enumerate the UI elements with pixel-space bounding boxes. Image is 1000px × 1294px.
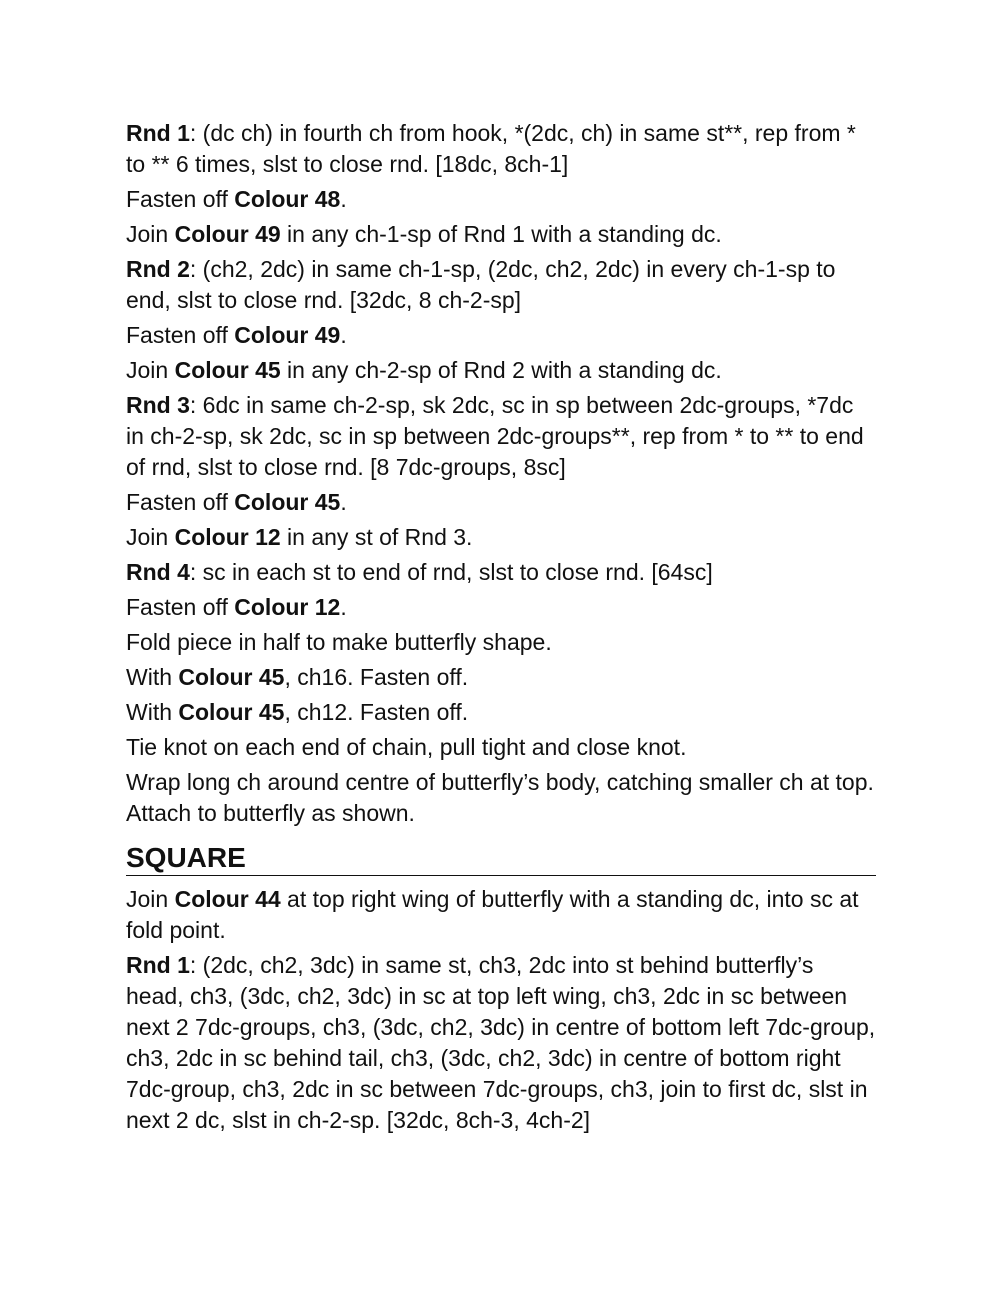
text-run: Wrap long ch around centre of butterfly’s body, catching smaller ch at top. Attach to butterfly as shown. xyxy=(126,769,874,826)
bold-term: Rnd 2 xyxy=(126,256,190,282)
text-run: at top right wing of butterfly with a standing dc, into sc at fold point. xyxy=(126,886,859,943)
text-run: in any ch-1-sp of Rnd 1 with a standing dc. xyxy=(280,221,722,247)
text-run: . xyxy=(340,186,347,212)
bold-term: Colour 44 xyxy=(174,886,281,912)
butterfly-paragraph xyxy=(126,487,876,518)
butterfly-paragraph xyxy=(126,118,876,180)
bold-term: Colour 48 xyxy=(234,186,341,212)
butterfly-paragraph xyxy=(126,390,876,483)
bold-term: Rnd 3 xyxy=(126,392,190,418)
section-heading-square: SQUARE xyxy=(126,841,876,876)
text-run: : 6dc in same ch-2-sp, sk 2dc, sc in sp between 2dc-groups, *7dc in ch-2-sp, sk 2dc, sc in sp between 2dc-groups**, rep from * to ** to end of rnd, slst to close rnd. [8 7dc-groups, 8sc] xyxy=(126,392,864,480)
butterfly-paragraph xyxy=(126,697,876,728)
bold-term: Colour 49 xyxy=(174,221,281,247)
bold-term: Colour 45 xyxy=(178,699,285,725)
text-run: Fasten off xyxy=(126,186,235,212)
square-paragraph xyxy=(126,884,876,946)
butterfly-paragraph xyxy=(126,662,876,693)
text-run: With xyxy=(126,664,179,690)
bold-term: Colour 45 xyxy=(234,489,341,515)
text-run: in any st of Rnd 3. xyxy=(280,524,473,550)
bold-term: Colour 12 xyxy=(174,524,281,550)
text-run: Join xyxy=(126,886,175,912)
text-run: Tie knot on each end of chain, pull tight and close knot. xyxy=(126,734,687,760)
text-run: . xyxy=(340,594,347,620)
butterfly-paragraph xyxy=(126,557,876,588)
text-run: Join xyxy=(126,221,175,247)
butterfly-paragraph xyxy=(126,355,876,386)
bold-term: Rnd 4 xyxy=(126,559,190,585)
square-paragraph xyxy=(126,950,876,1136)
text-run: in any ch-2-sp of Rnd 2 with a standing dc. xyxy=(280,357,722,383)
text-run: : (2dc, ch2, 3dc) in same st, ch3, 2dc into st behind butterfly’s head, ch3, (3dc, ch2, 3dc) in sc at top left wing, ch3, 2dc in sc between next 2 7dc-groups, ch3, (3dc, ch2, 3dc) in centre of bottom left 7dc-group, ch3, 2dc in sc behind tail, ch3, (3dc, ch2, 3dc) in centre of bottom right 7dc-group, ch3, 2dc in sc between 7dc-groups, ch3, join to first dc, slst in next 2 dc, slst in ch-2-sp. [32dc, 8ch-3, 4ch-2] xyxy=(126,952,876,1133)
bold-term: Colour 49 xyxy=(234,322,341,348)
butterfly-paragraph xyxy=(126,254,876,316)
butterfly-paragraph xyxy=(126,732,876,763)
square-section xyxy=(126,841,876,1136)
text-run: : (dc ch) in fourth ch from hook, *(2dc, ch) in same st**, rep from * to ** 6 times, slst to close rnd. [18dc, 8ch-1] xyxy=(126,120,856,177)
butterfly-paragraph xyxy=(126,627,876,658)
bold-term: Colour 45 xyxy=(174,357,281,383)
square-instructions xyxy=(126,884,876,1136)
butterfly-paragraph xyxy=(126,767,876,829)
bold-term: Colour 45 xyxy=(178,664,285,690)
text-run: . xyxy=(340,489,347,515)
text-run: . xyxy=(340,322,347,348)
text-run: With xyxy=(126,699,179,725)
bold-term: Rnd 1 xyxy=(126,120,190,146)
text-run: : (ch2, 2dc) in same ch-1-sp, (2dc, ch2, 2dc) in every ch-1-sp to end, slst to close rnd. [32dc, 8 ch-2-sp] xyxy=(126,256,836,313)
butterfly-paragraph xyxy=(126,592,876,623)
butterfly-paragraph xyxy=(126,219,876,250)
document-page xyxy=(126,118,876,1140)
butterfly-paragraph xyxy=(126,184,876,215)
butterfly-instructions xyxy=(126,118,876,829)
text-run: Join xyxy=(126,524,175,550)
text-run: , ch12. Fasten off. xyxy=(284,699,469,725)
bold-term: Colour 12 xyxy=(234,594,341,620)
text-run: , ch16. Fasten off. xyxy=(284,664,469,690)
text-run: Fasten off xyxy=(126,489,235,515)
bold-term: Rnd 1 xyxy=(126,952,190,978)
text-run: : sc in each st to end of rnd, slst to close rnd. [64sc] xyxy=(189,559,713,585)
text-run: Fasten off xyxy=(126,594,235,620)
butterfly-paragraph xyxy=(126,522,876,553)
text-run: Fasten off xyxy=(126,322,235,348)
text-run: Join xyxy=(126,357,175,383)
text-run: Fold piece in half to make butterfly shape. xyxy=(126,629,552,655)
butterfly-paragraph xyxy=(126,320,876,351)
